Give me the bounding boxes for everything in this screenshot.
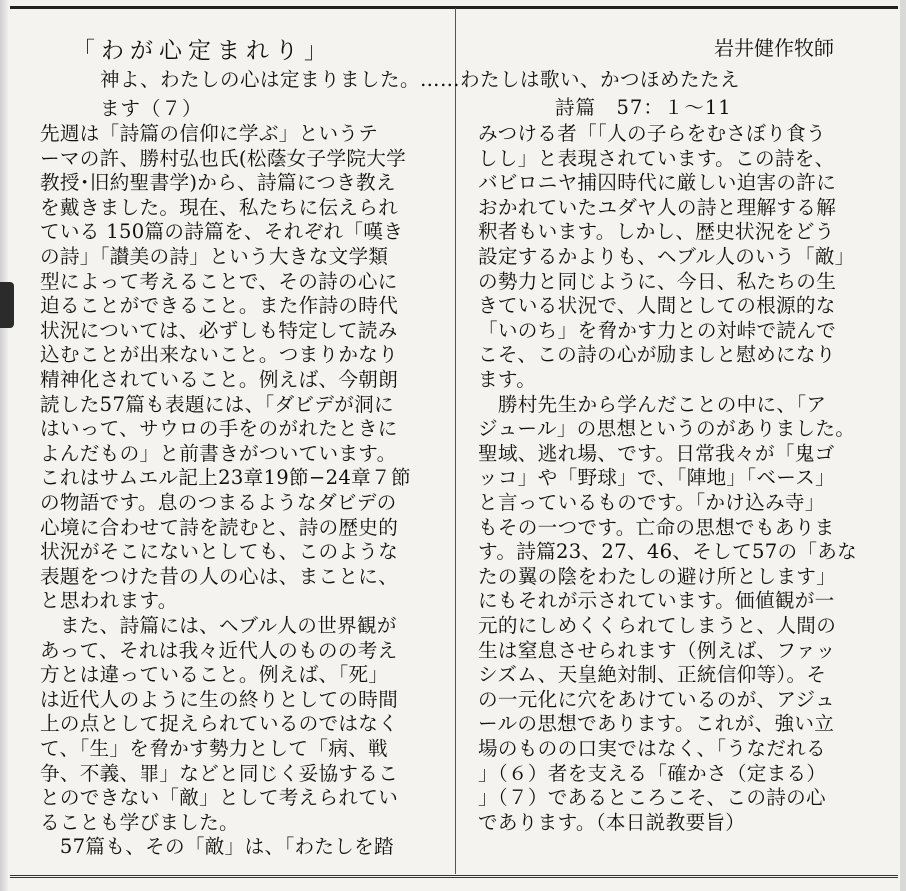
scripture-reference: 詩篇 57：１〜11 (555, 96, 732, 119)
epigraph-line-2: ます（７） (100, 97, 203, 120)
body-text-line: 場のものの口実ではなく、「うなだれる (478, 737, 826, 760)
epigraph-line-1: 神よ、わたしの心は定まりました。……わたしは歌い、かつほめたたえ (100, 68, 741, 91)
body-text-line: 「いのち」を脅かす力との対峠で読んで (478, 318, 837, 342)
body-text-line: 方とは違っていること。例えば、「死」 (40, 663, 389, 687)
body-text-line: ジュール」の思想というのがありました。 (478, 417, 856, 441)
body-text-line: 勝村先生から学んだことの中に、「ア (478, 392, 827, 416)
body-text-line: 心境に合わせて詩を読むと、詩の歴史的 (40, 515, 399, 539)
author-name: 岩井健作牧師 (714, 36, 834, 60)
body-text-line: ている 150篇の詩篇を、それぞれ「嘆き (40, 220, 404, 244)
body-text-line: の物語です。息のつまるようなダビデの (40, 491, 397, 514)
page-left-edge (0, 0, 8, 891)
body-text-line: これはサムエル記上23章19節−24章７節 (40, 466, 411, 490)
body-text-line: 」（６）者を支える「確かさ（定まる） (478, 761, 827, 785)
body-text-line: ーマの許、勝村弘也氏(松蔭女子学院大学 (40, 146, 407, 170)
body-text-line: シズム、天皇絶対制、正統信仰等）。そ (478, 663, 827, 687)
body-text-line: 状況については、必ずしも特定して読み (40, 318, 398, 342)
body-text-line: はいって、サウロの手をのがれたときに (40, 417, 398, 441)
sermon-title: 「わが心定まれり」 (72, 38, 333, 64)
body-text-line: きている状況で、人間としての根源的な (478, 294, 836, 318)
body-text-line: おかれていたユダヤ人の詩と理解する解 (478, 195, 837, 219)
body-text-line: また、詩篇には、ヘブル人の世界観が (40, 614, 397, 637)
body-text-line: みつける者「「人の子らをむさぼり食う (478, 122, 826, 145)
body-text-line: 釈者もいます。しかし、歴史状況をどう (478, 220, 835, 244)
body-text-line: こそ、この詩の心が励ましと慰めになり (478, 343, 836, 367)
body-text-line: とのできない「敵」として考えられてい (40, 786, 399, 810)
body-text-line: であります。（本日説教要旨） (478, 810, 746, 834)
body-text-line: 上の点として捉えられているのではなく (40, 712, 399, 736)
page-right-edge (900, 0, 906, 891)
body-text-line: 生は窒息させられます（例えば、ファッ (478, 638, 836, 662)
body-text-line: 設定するかよりも、ヘブル人のいう「敵」 (478, 245, 855, 268)
body-text-line: の勢力と同じように、今日、私たちの生 (478, 269, 837, 293)
body-text-line: ールの思想であります。これが、強い立 (478, 712, 835, 736)
body-text-line: 状況がそこにないとしても、このような (40, 540, 399, 564)
body-text-line: と言っているものです。「かけ込み寺」 (478, 491, 825, 514)
body-text-line: 」（７）であるところこそ、この詩の心 (478, 786, 826, 810)
body-text-line: よんだもの」と前書きがついています。 (40, 441, 397, 465)
body-text-line: にもそれが示されています。価値観が一 (478, 589, 835, 613)
body-text-line: もその一つです。亡命の思想でもありま (478, 515, 835, 539)
body-text-line: あって、それは我々近代人のものの考え (40, 638, 398, 662)
body-text-line: ることも学びました。 (40, 810, 239, 834)
body-text-line: す。詩篇23、27、46、そして57の「あな (478, 540, 858, 564)
body-text-line: 読した57篇も表題には、「ダビデが洞に (40, 392, 394, 416)
body-text-line: 先週は「詩篇の信仰に学ぶ」というテ (40, 122, 379, 145)
column-divider (455, 8, 456, 874)
body-text-line: バビロニヤ捕囚時代に厳しい迫害の許に (478, 171, 837, 195)
body-text-line: ます。 (478, 368, 537, 391)
body-text-line: 型によって考えることで、その詩の心に (40, 269, 398, 293)
body-text-line: 57篇も、その「敵」は、「わたしを踏 (40, 835, 394, 859)
body-text-line: 込むことが出来ないこと。つまりかなり (40, 343, 399, 367)
body-text-line: を戴きました。現在、私たちに伝えられ (40, 195, 399, 219)
body-text-line: たの翼の陰をわたしの避け所とします」 (478, 564, 837, 588)
body-text-line: しし」と表現されています。この詩を、 (478, 146, 835, 170)
body-text-line: は近代人のように生の終りとしての時間 (40, 687, 399, 711)
body-text-line: ッコ」や「野球」で、「陣地」「ベース」 (478, 466, 836, 490)
body-text-line: 元的にしめくくられてしまうと、人間の (478, 614, 837, 637)
body-text-line: の一元化に穴をあけているのが、アジュ (478, 687, 835, 711)
body-text-line: 迫ることができること。また作詩の時代 (40, 294, 399, 318)
body-text-line: て、「生」を脅かす勢力として「病、戦 (40, 737, 388, 760)
body-text-line: と思われます。 (40, 589, 178, 613)
body-text-line: 表題をつけた昔の人の心は、まことに、 (40, 564, 399, 588)
body-text-line: 聖域、逃れ場、です。日常我々が「鬼ゴ (478, 441, 835, 465)
body-text-line: の詩」「讃美の詩」という大きな文学類 (40, 245, 389, 268)
body-text-line: 精神化されていること。例えば、今朝朗 (40, 368, 399, 391)
body-text-line: 争、不義、罪」などと同じく妥協するこ (40, 761, 399, 785)
body-text-line: 教授･旧約聖書学)から、詩篇につき教え (40, 171, 396, 195)
